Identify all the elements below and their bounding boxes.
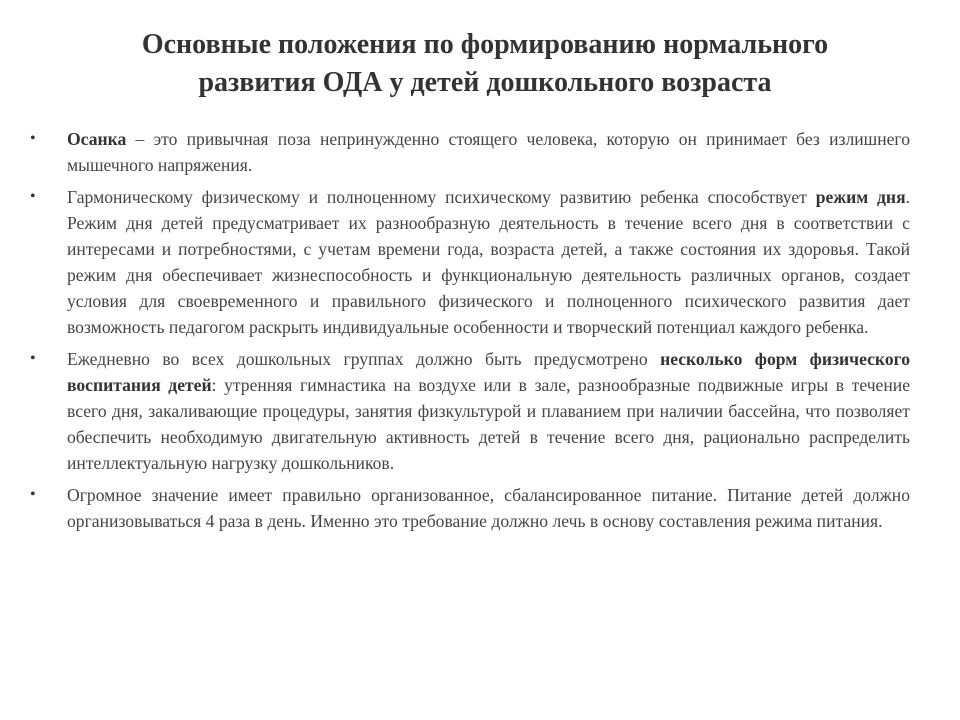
term-physical-education-forms: несколько форм физического воспитания детей	[67, 349, 910, 395]
regime-text-after: . Режим дня детей предусматривает их разнообразную деятельность в течение всего дня в соответствии с интересами и потребностями, с учетам времени года, возраста детей, а также состояния их здоровья. Такой режим дня обеспечивает жизнеспособность и функциональную деятельность различных органов, создает условия для своевременного и правильного физического и полноценного психического развития дает возможность педагогом раскрыть индивидуальные особенности и творческий потенциал каждого ребенка.	[67, 187, 910, 337]
list-item-daily-regime	[30, 184, 910, 340]
slide-title	[60, 26, 910, 102]
bullet-list	[30, 126, 910, 540]
list-item-posture	[30, 126, 910, 178]
bullet-icon: •	[30, 350, 36, 367]
nutrition-text: Огромное значение имеет правильно организованное, сбалансированное питание. Питание детей должно организовываться 4 раза в день. Именно это требование должно лечь в основу составления режима питания.	[67, 485, 910, 531]
term-posture: Осанка	[67, 129, 127, 149]
pe-text-after: : утренняя гимнастика на воздухе или в зале, разнообразные подвижные игры в течение всего дня, закаливающие процедуры, занятия физкультурой и плаванием при наличии бассейна, что позволяет обеспечить необходимую двигательную активность детей в течение всего дня, рационально распределить интеллектуальную нагрузку дошкольников.	[67, 375, 910, 473]
posture-definition: – это привычная поза непринужденно стоящего человека, которую он принимает без излишнего мышечного напряжения.	[67, 129, 910, 175]
regime-text-before: Гармоническому физическому и полноценному психическому развитию ребенка способствует	[67, 187, 816, 207]
bullet-icon: •	[30, 188, 36, 205]
term-daily-regime: режим дня	[815, 187, 906, 207]
pe-text-before: Ежедневно во всех дошкольных группах должно быть предусмотрено	[67, 349, 661, 369]
title-line-2: развития ОДА у детей дошкольного возраста	[198, 67, 772, 98]
bullet-icon: •	[30, 130, 36, 147]
title-line-1: Основные положения по формированию нормального	[141, 29, 829, 60]
list-item-physical-education	[30, 346, 910, 476]
list-item-nutrition	[30, 482, 910, 534]
bullet-icon: •	[30, 486, 36, 503]
